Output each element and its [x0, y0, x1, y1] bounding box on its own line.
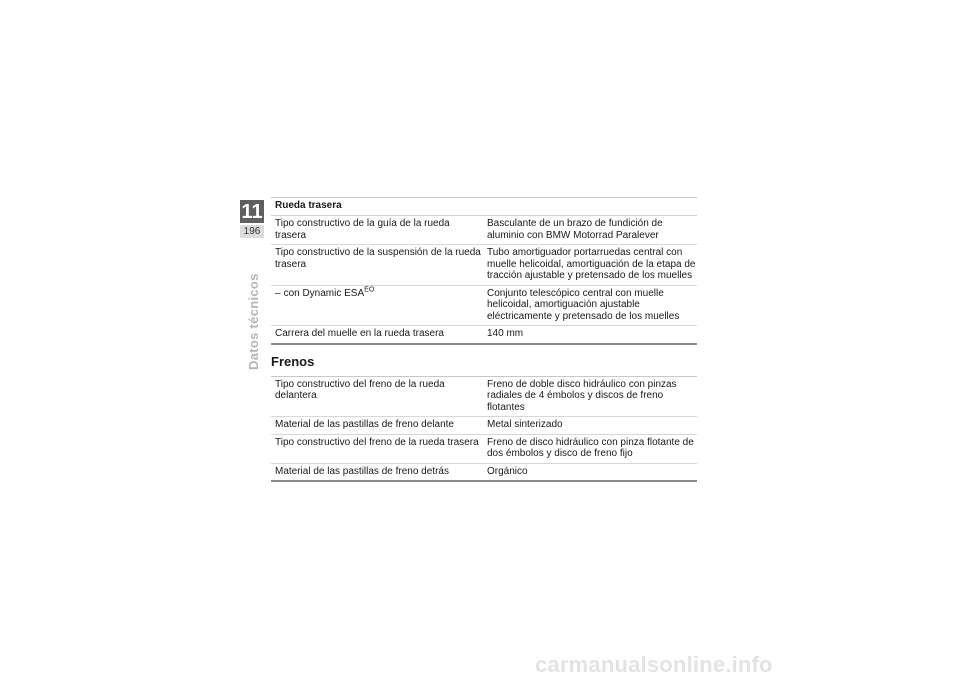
- spec-value: Freno de disco hidráulico con pinza flotante de dos émbolos y disco de freno fijo: [487, 436, 694, 459]
- table-row: [271, 417, 697, 435]
- spec-value: Metal sinterizado: [487, 419, 563, 430]
- spec-label-text: con Dynamic ESA: [283, 287, 365, 299]
- spec-label: Tipo constructivo del freno de la rueda trasera: [275, 436, 479, 448]
- dash-marker: –: [275, 287, 281, 299]
- table-row: [271, 377, 697, 418]
- spec-value: Basculante de un brazo de fundición de aluminio con BMW Motorrad Paralever: [487, 218, 663, 241]
- brakes-heading: Frenos: [271, 353, 315, 369]
- table-row: [271, 435, 697, 464]
- site-watermark: carmanualsonline.info: [535, 652, 773, 677]
- spec-value: Orgánico: [487, 465, 528, 477]
- spec-value: Tubo amortiguador portarruedas central con muelle helicoidal, amortiguación de la etapa de tracción ajustable y pretensado de los muelles: [487, 247, 696, 281]
- brakes-table: [271, 376, 697, 483]
- spec-value: 140 mm: [487, 328, 524, 339]
- table-row: [271, 464, 697, 481]
- table-row: [271, 216, 697, 245]
- spec-label: Tipo constructivo de la suspensión de la rueda trasera: [275, 247, 481, 270]
- rear-wheel-table: [271, 197, 697, 343]
- table-row: [271, 286, 697, 327]
- spec-value: Freno de doble disco hidráulico con pinzas radiales de 4 émbolos y discos de freno flotantes: [487, 378, 677, 413]
- chapter-number: 11: [241, 201, 263, 223]
- spec-label: Tipo constructivo del freno de la rueda delantera: [275, 378, 445, 401]
- table-row: [271, 326, 697, 343]
- spec-label: Carrera del muelle en la rueda trasera: [275, 328, 444, 339]
- spec-label: Material de las pastillas de freno detrás: [275, 465, 449, 477]
- table-row: [271, 245, 697, 286]
- spec-value: Conjunto telescópico central con muelle helicoidal, amortiguación ajustable eléctricamente y pretensado de los muelles: [487, 287, 680, 322]
- spec-label: Material de las pastillas de freno delante: [275, 419, 454, 430]
- optional-equipment-marker: EO: [364, 286, 375, 294]
- spec-label-dynamic-esa: [271, 288, 485, 323]
- page-number: 196: [240, 225, 264, 238]
- spec-content: [271, 197, 697, 482]
- rear-wheel-heading: Rueda trasera: [271, 198, 697, 216]
- spec-label: Tipo constructivo de la guía de la rueda trasera: [275, 218, 450, 241]
- chapter-side-label: Datos técnicos: [246, 273, 261, 370]
